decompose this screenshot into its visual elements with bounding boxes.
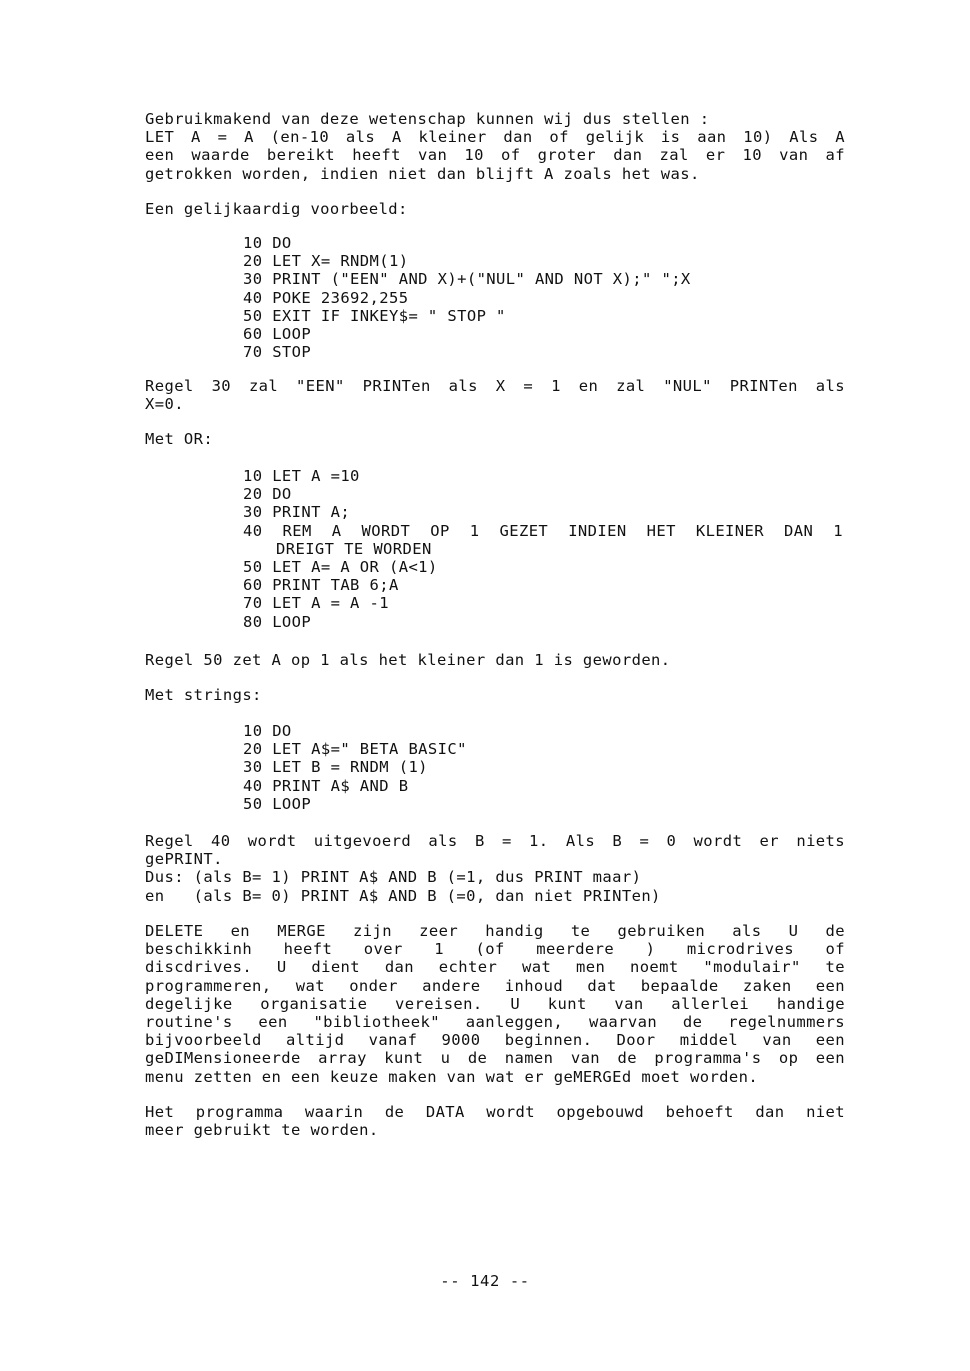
regel50-paragraph: [145, 651, 845, 669]
delete-merge-line: bijvoorbeeld altijd vanaf 9000 beginnen. Door middel van een: [145, 1031, 845, 1050]
regel30-line: X=0.: [145, 395, 184, 414]
code-line: 40 POKE 23692,255: [243, 288, 409, 307]
delete-merge-line: discdrives. U dient dan echter wat men noemt "modulair" te: [145, 958, 845, 977]
intro-line: Gebruikmakend van deze wetenschap kunnen wij dus stellen :: [145, 110, 710, 128]
code-block-3: [243, 722, 843, 813]
strings-heading: [145, 686, 845, 704]
delete-merge-line: routine's een "bibliotheek" aanleggen, waarvan de regelnummers: [145, 1013, 845, 1032]
code-line: 20 LET X= RNDM(1): [243, 252, 409, 271]
code-line: 20 DO: [243, 485, 292, 504]
or-heading-text: Met OR:: [145, 430, 214, 448]
regel40-line: gePRINT.: [145, 850, 223, 869]
code-line: 50 EXIT IF INKEY$= " STOP ": [243, 306, 506, 325]
closing-line: meer gebruikt te worden.: [145, 1121, 379, 1140]
delete-merge-line: degelijke organisatie vereisen. U kunt van allerlei handige: [145, 994, 845, 1013]
example-heading: [145, 200, 845, 218]
code-line: 50 LOOP: [243, 794, 312, 813]
code-line: 70 LET A = A -1: [243, 594, 389, 613]
code-line: 10 DO: [243, 722, 292, 740]
code-line: 30 PRINT ("EEN" AND X)+("NUL" AND NOT X);" ";X: [243, 270, 691, 289]
code-line: 40 REM A WORDT OP 1 GEZET INDIEN HET KLEINER DAN 1: [243, 521, 843, 540]
example-heading-text: Een gelijkaardig voorbeeld:: [145, 200, 408, 218]
code-line: 40 PRINT A$ AND B: [243, 776, 409, 795]
code-line: 10 DO: [243, 234, 292, 252]
regel30-line: Regel 30 zal "EEN" PRINTen als X = 1 en zal "NUL" PRINTen als: [145, 377, 845, 395]
code-block-2: [243, 467, 843, 631]
code-line: 60 PRINT TAB 6;A: [243, 576, 399, 595]
code-block-1: [243, 234, 843, 361]
code-line: 30 LET B = RNDM (1): [243, 758, 428, 777]
page-number: -- 142 --: [440, 1272, 530, 1290]
code-line: 30 PRINT A;: [243, 503, 351, 522]
regel50-line: Regel 50 zet A op 1 als het kleiner dan 1 is geworden.: [145, 651, 671, 669]
closing-paragraph: [145, 1103, 845, 1139]
delete-merge-line: menu zetten en een keuze maken van wat er geMERGEd moet worden.: [145, 1067, 759, 1086]
code-line: 70 STOP: [243, 343, 312, 362]
code-line: 60 LOOP: [243, 325, 312, 344]
delete-merge-line: programmeren, wat onder andere inhoud dat bepaalde zaken een: [145, 976, 845, 995]
code-line: 10 LET A =10: [243, 467, 360, 485]
intro-line: LET A = A (en-10 als A kleiner dan of gelijk is aan 10) Als A: [145, 128, 845, 147]
delete-merge-paragraph: [145, 922, 845, 1086]
code-line: 20 LET A$=" BETA BASIC": [243, 740, 467, 759]
delete-merge-line: geDIMensioneerde array kunt u de namen van de programma's op een: [145, 1049, 845, 1068]
intro-line: getrokken worden, indien niet dan blijft A zoals het was.: [145, 164, 700, 183]
regel40-line: en (als B= 0) PRINT A$ AND B (=0, dan niet PRINTen): [145, 886, 661, 905]
regel40-line: Dus: (als B= 1) PRINT A$ AND B (=1, dus PRINT maar): [145, 868, 642, 887]
regel40-paragraph: [145, 832, 845, 905]
intro-paragraph: [145, 110, 845, 183]
strings-heading-text: Met strings:: [145, 686, 262, 704]
code-line: 50 LET A= A OR (A<1): [243, 558, 438, 577]
code-line-continuation: DREIGT TE WORDEN: [276, 539, 432, 558]
intro-line: een waarde bereikt heeft van 10 of groter dan zal er 10 van af: [145, 146, 845, 165]
regel40-line: Regel 40 wordt uitgevoerd als B = 1. Als B = 0 wordt er niets: [145, 832, 845, 850]
or-heading: [145, 430, 845, 448]
regel30-paragraph: [145, 377, 845, 413]
delete-merge-line: beschikkinh heeft over 1 (of meerdere ) microdrives of: [145, 940, 845, 959]
code-line: 80 LOOP: [243, 612, 312, 631]
closing-line: Het programma waarin de DATA wordt opgebouwd behoeft dan niet: [145, 1103, 845, 1121]
delete-merge-line: DELETE en MERGE zijn zeer handig te gebruiken als U de: [145, 922, 845, 940]
